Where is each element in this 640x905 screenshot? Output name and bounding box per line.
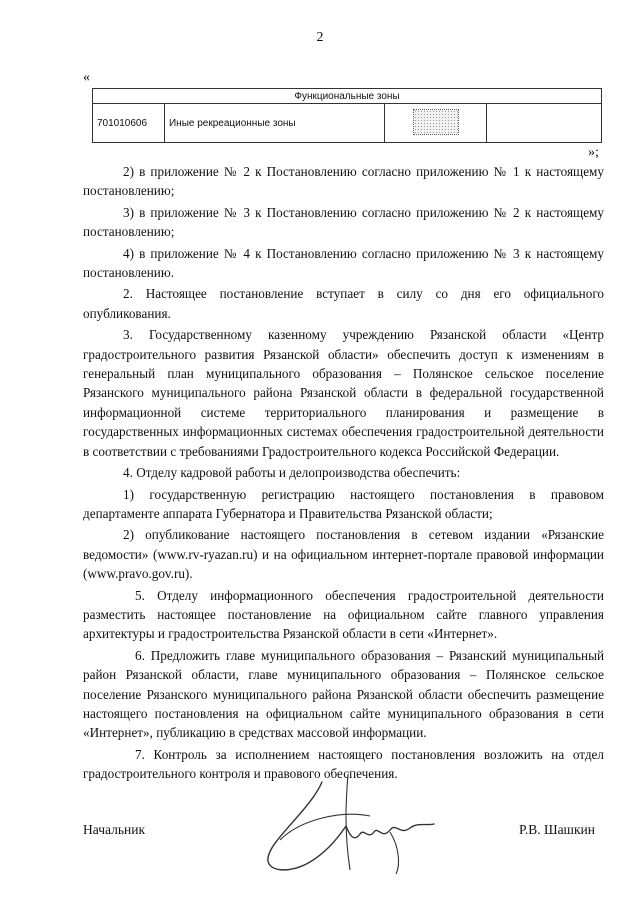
page-number: 2 — [316, 30, 324, 45]
paragraph-amendment-2: 2) в приложение № 2 к Постановлению согласно приложению № 1 к настоящему постановлению; — [83, 164, 604, 199]
functional-zones-table — [92, 88, 602, 143]
paragraph-6-municipal: 6. Предложить главе муниципального образования – Рязанский муниципальный район Рязанской области, главе муниципального образования – Полянское сельское поселение Рязанского муниципального района Рязанской области обеспечить размещение настоящего постановления на официальном сайте муниципального образования в сети «Интернет», публикацию в средствах массовой информации. — [83, 647, 604, 741]
table-row — [93, 104, 602, 143]
paragraph-7-control: 7. Контроль за исполнением настоящего постановления возложить на отдел градостроительного контроля и правового обеспечения. — [83, 746, 604, 782]
paragraph-2-effective-date: 2. Настоящее постановление вступает в силу со дня его официального опубликования. — [83, 286, 604, 321]
empty-cell — [487, 104, 602, 143]
zone-name: Иные рекреационные зоны — [164, 104, 384, 143]
paragraph-amendment-3: 3) в приложение № 3 к Постановлению согласно приложению № 2 к настоящему постановлению; — [83, 204, 604, 240]
handwritten-signature — [250, 770, 440, 880]
table-header: Функциональные зоны — [93, 89, 602, 104]
paragraph-5-website: 5. Отделу информационного обеспечения градостроительной деятельности разместить настоящее постановление на официальном сайте главного управления архитектуры и градостроительства Рязанской области в сети «Интернет». — [83, 587, 604, 642]
paragraph-3-access: 3. Государственному казенному учреждению Рязанской области «Центр градостроительного развития Рязанской области» обеспечить доступ к изменениям в генеральный план муниципального образования – Полянское сельское поселение Рязанского муниципального района Рязанской области в федеральной государственной информационной системе территориального планирования и размещение в государственных информационных системах обеспечения градостроительной деятельности в соответствии с требованиями Градостроительного кодекса Российской Федерации. — [83, 327, 604, 459]
zone-code: 701010606 — [93, 104, 165, 143]
document-body — [83, 162, 604, 786]
opening-quote: « — [83, 70, 90, 85]
paragraph-4-2-publication: 2) опубликование настоящего постановления в сетевом издании «Рязанские ведомости» (www.rv-ryazan.ru) и на официальном интернет-портале правовой информации (www.pravo.gov.ru). — [83, 527, 604, 582]
paragraph-4-1-registration: 1) государственную регистрацию настоящего постановления в правовом департаменте аппарата Губернатора и Правительства Рязанской области; — [83, 486, 604, 521]
table-header-row — [93, 89, 602, 104]
paragraph-amendment-4: 4) в приложение № 4 к Постановлению согласно приложению № 3 к настоящему постановлению. — [83, 245, 604, 281]
signer-position: Начальник — [83, 822, 146, 837]
zone-legend-swatch — [413, 109, 459, 135]
signer-name: Р.В. Шашкин — [519, 822, 595, 837]
paragraph-4-records: 4. Отделу кадровой работы и делопроизводства обеспечить: — [123, 465, 461, 481]
closing-quote: »; — [588, 145, 599, 160]
zone-pattern-cell — [385, 104, 487, 143]
